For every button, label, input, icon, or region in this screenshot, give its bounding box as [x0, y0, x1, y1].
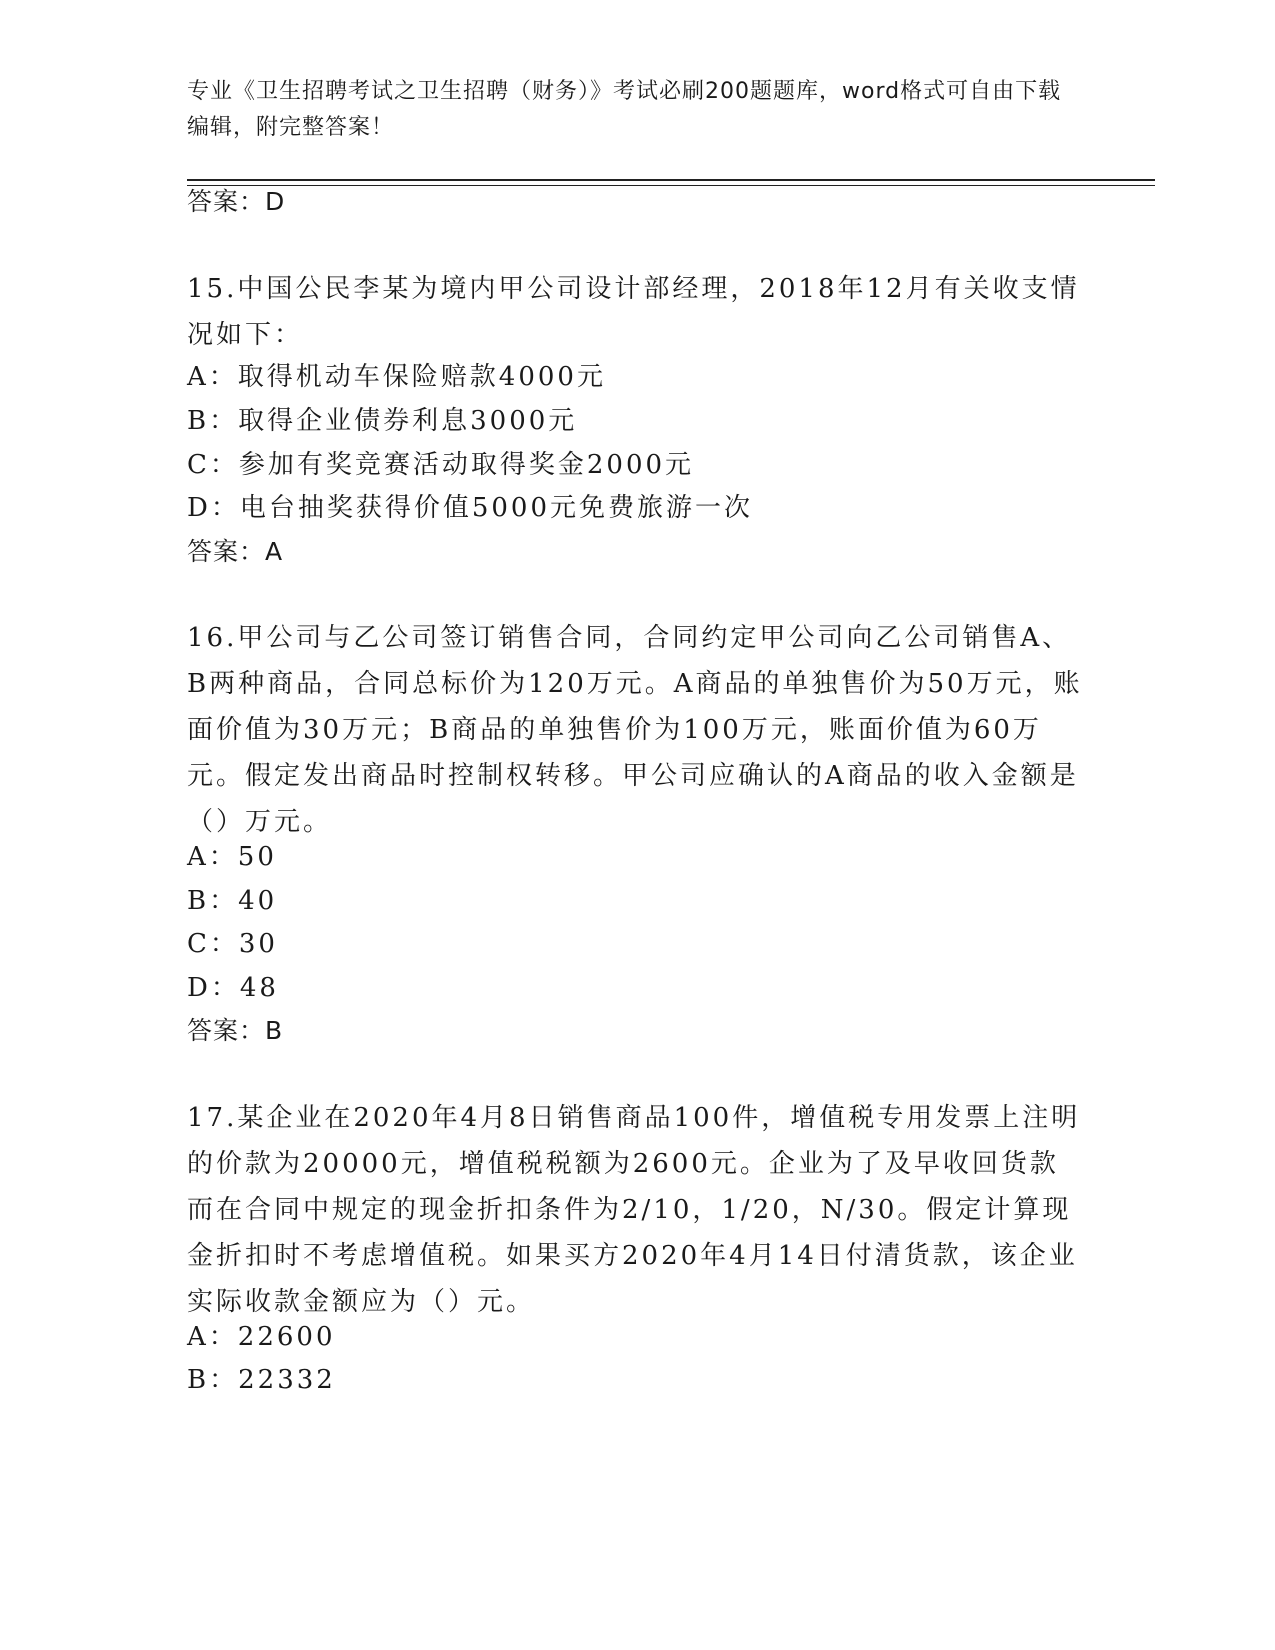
header-rule-thin [187, 185, 1155, 186]
question-16-text: 16.甲公司与乙公司签订销售合同，合同约定甲公司向乙公司销售A、B两种商品，合同总标价为120万元。A商品的单独售价为50万元，账面价值为30万元；B商品的单独售价为100万元，账面价值为60万元。假定发出商品时控制权转移。甲公司应确认的A商品的收入金额是（）万元。 [187, 623, 1083, 837]
question-16-option-d: D：48 [187, 973, 279, 1003]
question-15-option-a: A：取得机动车保险赔款4000元 [187, 362, 606, 392]
question-16-option-b: B：40 [187, 886, 278, 916]
question-17-option-a: A：22600 [187, 1322, 336, 1352]
answer-line: 答案：D [187, 187, 286, 216]
question-15-option-b: B：取得企业债券利息3000元 [187, 406, 578, 436]
question-15-option-d: D：电台抽奖获得价值5000元免费旅游一次 [187, 493, 754, 523]
question-16-option-c: C：30 [187, 929, 278, 959]
question-15-answer: 答案：A [187, 537, 284, 566]
header-rule-thick [187, 179, 1155, 181]
question-16-option-a: A：50 [187, 842, 277, 872]
question-17-option-b: B：22332 [187, 1365, 336, 1395]
document-header: 专业《卫生招聘考试之卫生招聘（财务）》考试必刷200题题库，word格式可自由下载编辑，附完整答案！ [187, 79, 1062, 140]
question-15-text: 15.中国公民李某为境内甲公司设计部经理，2018年12月有关收支情况如下： [187, 274, 1080, 350]
question-17-text: 17.某企业在2020年4月8日销售商品100件，增值税专用发票上注明的价款为20000元，增值税税额为2600元。企业为了及早收回货款而在合同中规定的现金折扣条件为2/10，1/20，N/30。假定计算现金折扣时不考虑增值税。如果买方2020年4月14日付清货款，该企业实际收款金额应为（）元。 [187, 1103, 1081, 1317]
question-16-answer: 答案：B [187, 1016, 284, 1045]
question-15-option-c: C：参加有奖竞赛活动取得奖金2000元 [187, 450, 695, 480]
